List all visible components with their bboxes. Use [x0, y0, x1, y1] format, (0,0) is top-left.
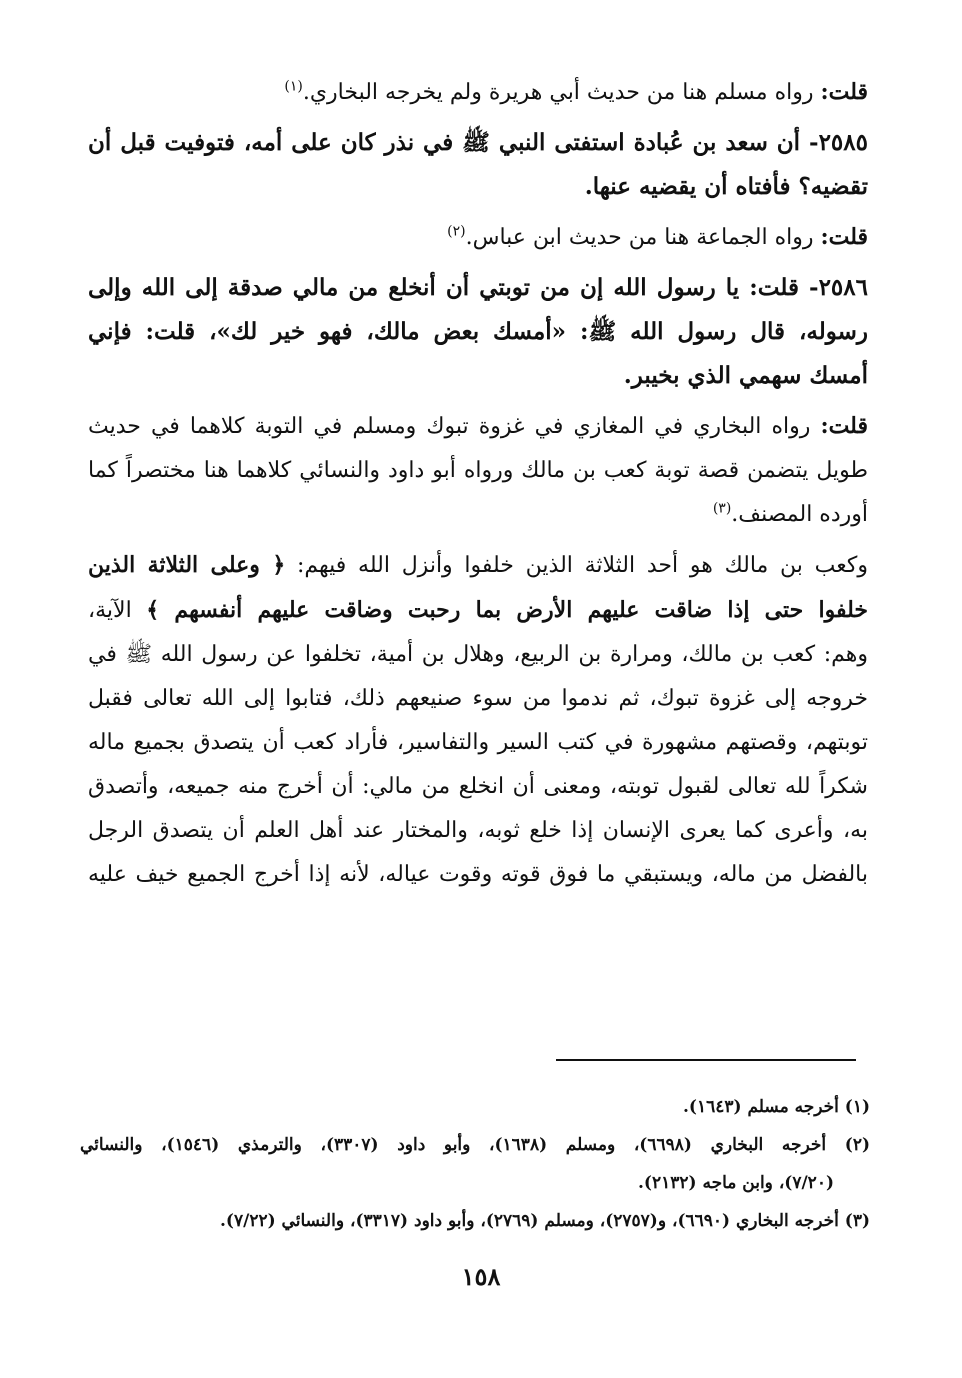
text-line: خروجه إلى غزوة تبوك، ثم ندموا من سوء صنيعهم ذلك، فتابوا إلى الله تعالى فقبل: [88, 686, 868, 711]
hadith-2586: [88, 266, 868, 398]
hadith-line: تقضيه؟ فأفتاه أن يقضيه عنها.: [584, 173, 868, 200]
text-line: طويل يتضمن قصة توبة كعب بن مالك ورواه أبو داود والنسائي كلاهما هنا مختصراً كما: [88, 458, 868, 483]
footnote-3: (٣) أخرجه البخاري (٦٦٩٠)، و(٢٧٥٧)، ومسلم (٢٧٦٩)، وأبو داود (٣٣١٧)، والنسائي (٧/٢٢).: [220, 1211, 870, 1231]
footnote-2: (٢) أخرجه البخاري (٦٦٩٨)، ومسلم (١٦٣٨)، وأبو داود (٣٣٠٧)، والترمذي (١٥٤٦)، والنسائي: [80, 1135, 870, 1155]
commentary-text: الآية،: [88, 598, 132, 623]
text-line: [88, 215, 868, 260]
commentary-paragraph: [88, 543, 868, 897]
text-line: به، وأعرى كما يعرى الإنسان إذا خلع ثوبه، والمختار عند أهل العلم أن يتصدق الرجل: [88, 818, 868, 843]
footnote-1: (١) أخرجه مسلم (١٦٤٣).: [683, 1097, 870, 1117]
footnotes: [80, 1088, 870, 1240]
text-line: شكراً لله تعالى لقبول توبته، ومعنى أن انخلع من مالي: أن أخرج منه جميعه، وأتصدق: [88, 774, 868, 799]
hadith-line: رسوله، قال رسول الله ﷺ: «أمسك بعض مالك، فهو خير لك»، قلت: فإني: [88, 318, 868, 345]
footnote-marker: (٢): [447, 223, 466, 240]
text-line: بالفضل من ماله، ويستبقي ما فوق قوته وقوت عياله، لأنه إذا أخرج الجميع خيف عليه: [88, 862, 868, 887]
footnote-separator: [556, 1059, 856, 1061]
quran-verse: خلفوا حتى إذا ضاقت عليهم الأرض بما رحبت وضاقت عليهم أنفسهم ﴾: [146, 597, 868, 623]
commentary-text: رواه مسلم هنا من حديث أبي هريرة ولم يخرجه البخاري.: [302, 80, 814, 105]
commentary-text: أورده المصنف.: [731, 502, 868, 527]
footnote-2-continued: (٧/٢٠)، وابن ماجه (٢١٣٢).: [638, 1173, 834, 1193]
text-line: [88, 404, 868, 449]
text-line: [88, 493, 868, 537]
text-line: وهم: كعب بن مالك، ومرارة بن الربيع، وهلال بن أمية، تخلفوا عن رسول الله ﷺ في: [88, 642, 868, 667]
text-line: [88, 70, 868, 115]
text-line: [88, 588, 868, 633]
commentary-block-1: [88, 70, 868, 115]
footnote-marker: (١): [284, 78, 303, 95]
qult-label: قلت:: [820, 413, 868, 439]
commentary-block-2: [88, 215, 868, 260]
hadith-line: ٢٥٨٦- قلت: يا رسول الله إن من توبتي أن أنخلع من مالي صدقة إلى الله وإلى: [88, 274, 868, 301]
commentary-text: رواه البخاري في المغازي في غزوة تبوك ومسلم في التوبة كلاهما في حديث: [88, 414, 811, 439]
footnote-marker: (٣): [712, 500, 732, 517]
qult-label: قلت:: [820, 79, 868, 105]
commentary-text: وكعب بن مالك هو أحد الثلاثة الذين خلفوا وأنزل الله فيهم:: [296, 553, 868, 578]
text-line: [88, 543, 868, 588]
commentary-text: رواه الجماعة هنا من حديث ابن عباس.: [465, 225, 814, 250]
text-line: توبتهم، وقصتهم مشهورة في كتب السير والتفاسير، فأراد كعب أن يتصدق بجميع ماله: [88, 730, 868, 755]
hadith-line: ٢٥٨٥- أن سعد بن عُبادة استفتى النبي ﷺ في نذر كان على أمه، فتوفيت قبل أن: [88, 129, 868, 156]
qult-label: قلت:: [820, 224, 868, 250]
page-body: [88, 70, 868, 903]
quran-verse: ﴿ وعلى الثلاثة الذين: [88, 552, 286, 578]
page-number: ١٥٨: [461, 1262, 501, 1291]
hadith-line: أمسك سهمي الذي بخيبر.: [623, 362, 868, 389]
hadith-2585: [88, 121, 868, 209]
commentary-block-3: [88, 404, 868, 537]
